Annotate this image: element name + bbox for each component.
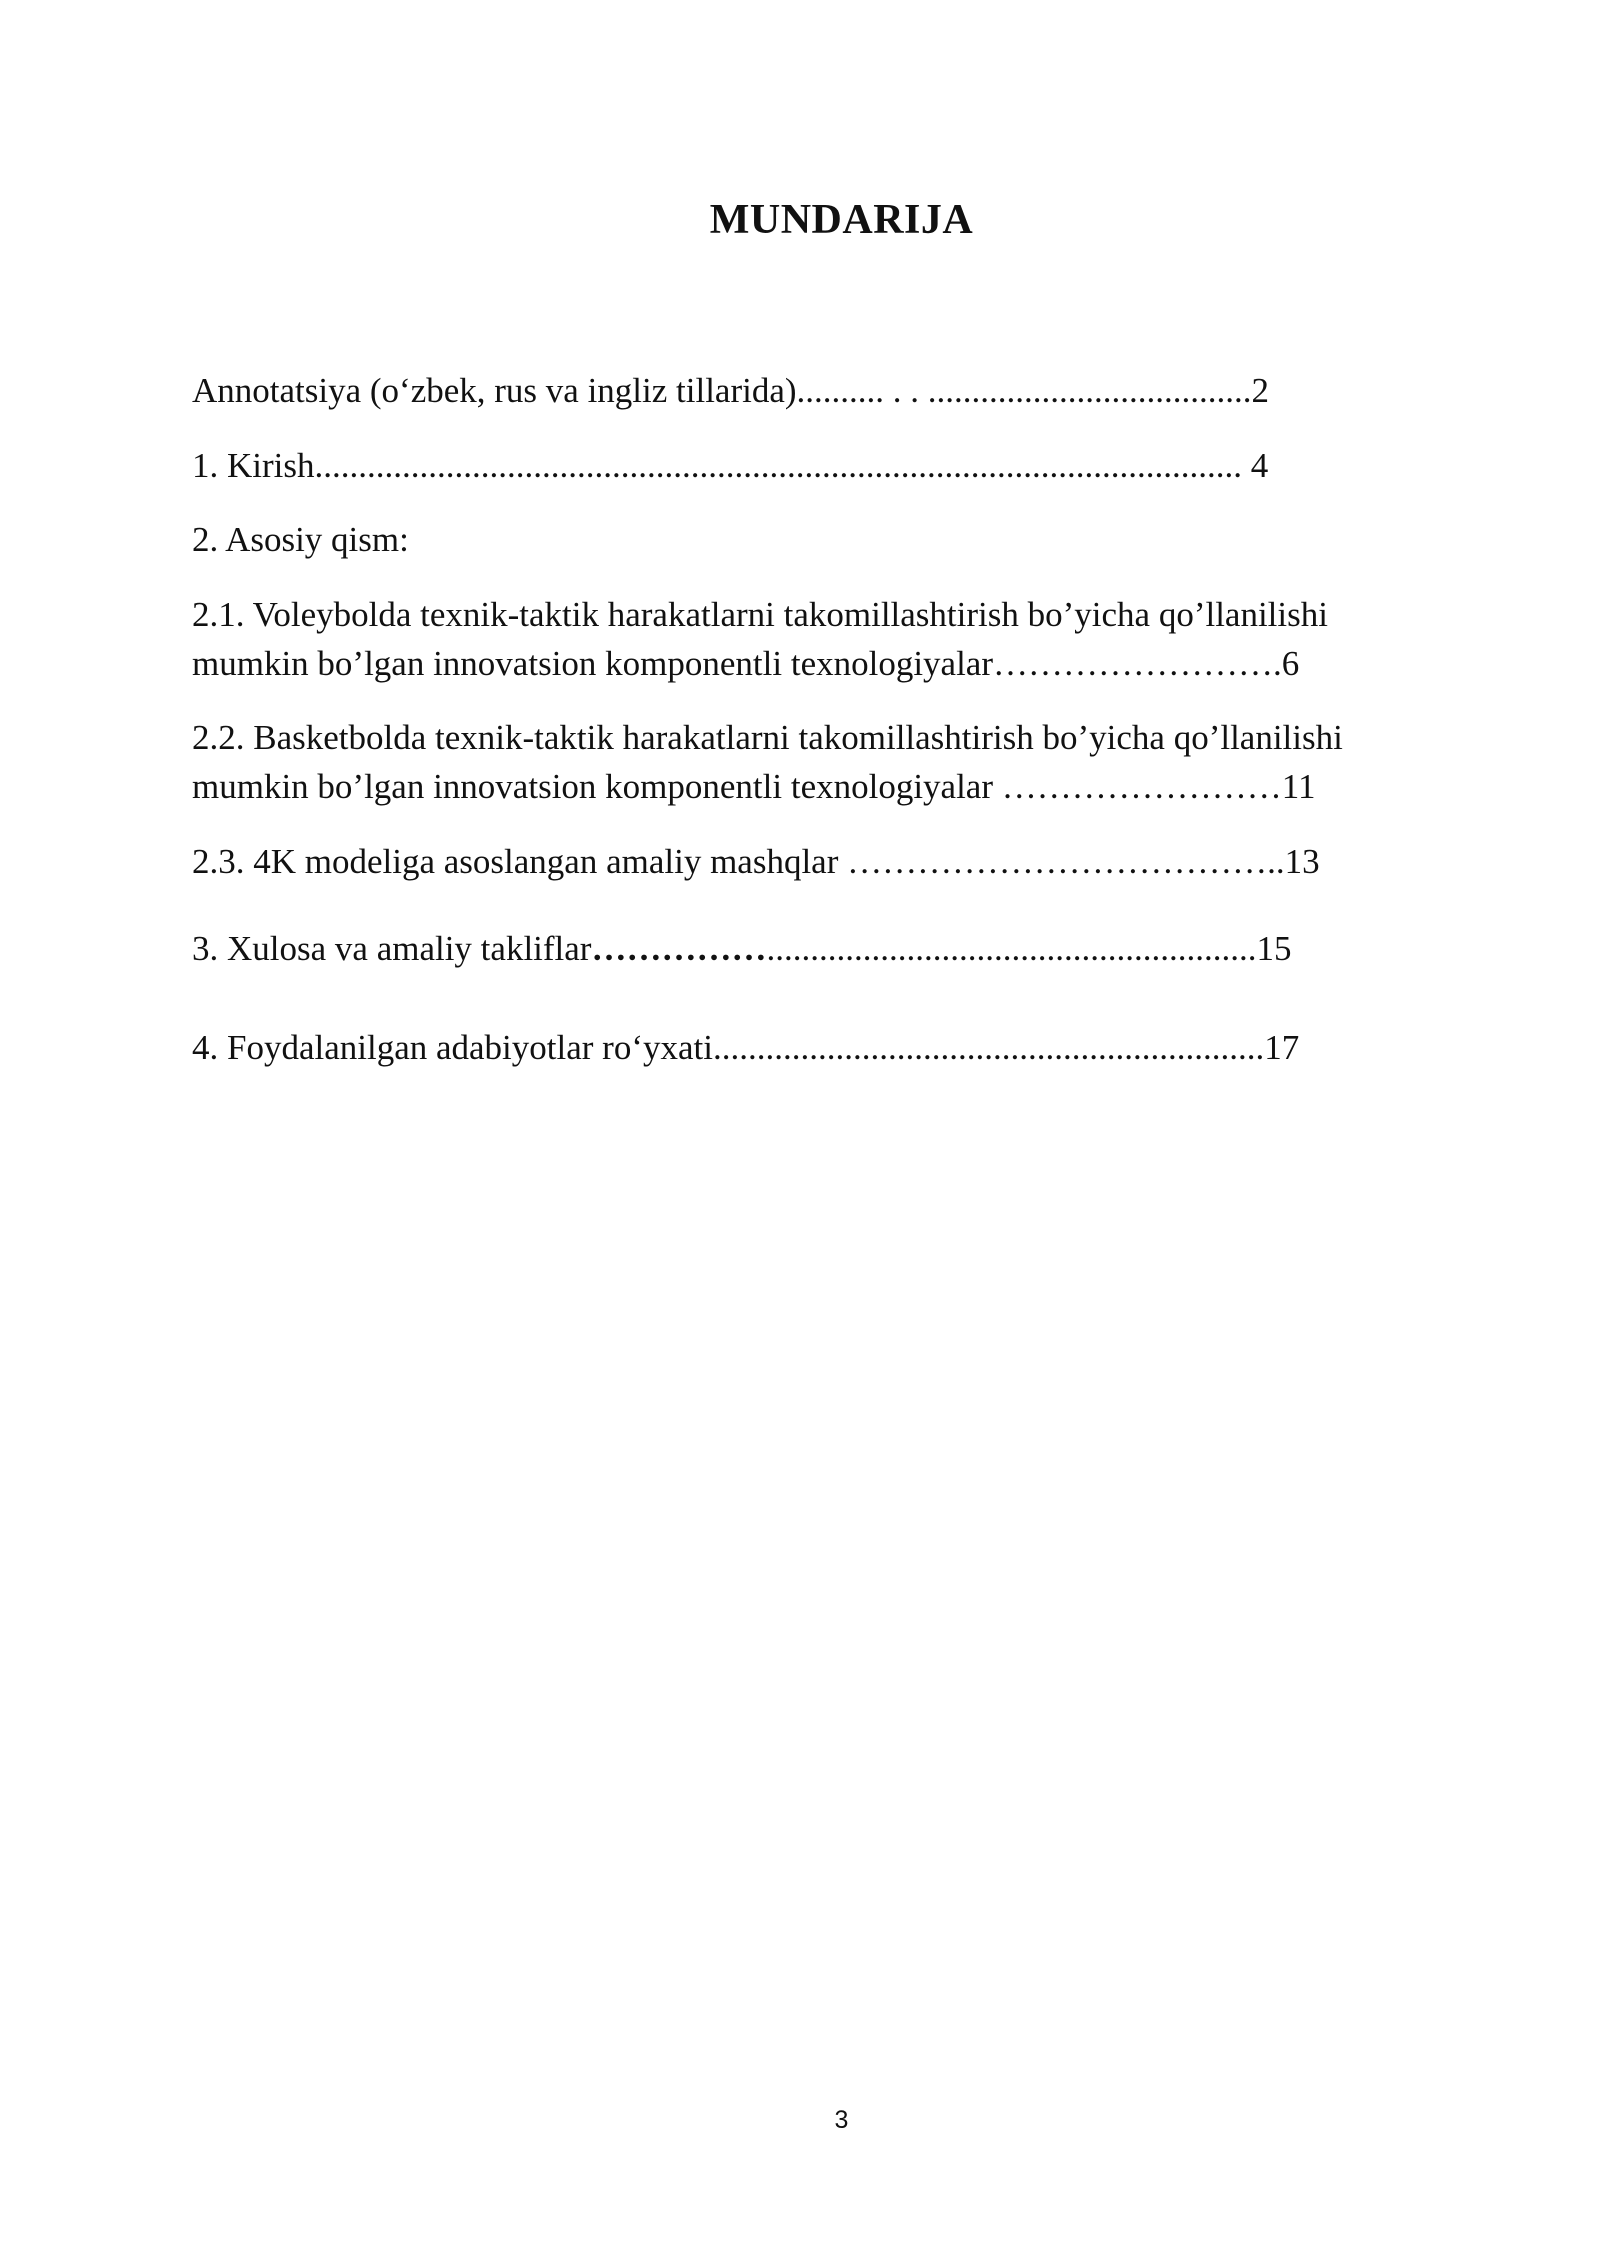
toc-entry-asosiy-qism: 2. Asosiy qism:: [192, 520, 409, 559]
page-number: 3: [834, 2106, 849, 2134]
toc-entry-xulosa-label: 3. Xulosa va amaliy takliflar: [192, 929, 592, 968]
toc-entry-kirish: 1. Kirish.......................................................................................................... 4: [192, 446, 1269, 485]
toc-entry-annotatsiya: Annotatsiya (o‘zbek, rus va ingliz tillarida).......... . . .....................................2: [192, 371, 1270, 410]
toc-entry-2-2-line-2: mumkin bo’lgan innovatsion komponentli texnologiyalar ……………………11: [192, 767, 1316, 806]
toc-entry-2-1-line-2: mumkin bo’lgan innovatsion komponentli texnologiyalar…………………….6: [192, 644, 1300, 683]
toc-entry-xulosa-bold-leader: ……………: [591, 929, 767, 968]
toc-entry-xulosa: [192, 924, 1291, 974]
toc-entry-2-1-line-1: 2.1. Voleybolda texnik-taktik harakatlarni takomillashtirish bo’yicha qo’llanilishi: [192, 595, 1328, 634]
toc-entry-adabiyotlar: 4. Foydalanilgan adabiyotlar ro‘yxati...............................................................17: [192, 1028, 1300, 1067]
page-title: MUNDARIJA: [709, 197, 974, 243]
toc-entry-xulosa-leader: ........................................................15: [766, 929, 1292, 968]
toc-entry-2-2-line-1: 2.2. Basketbolda texnik-taktik harakatlarni takomillashtirish bo’yicha qo’llanilishi: [192, 718, 1343, 757]
toc-entry-2-3: 2.3. 4K modeliga asoslangan amaliy mashqlar ………………………………..13: [192, 842, 1320, 881]
